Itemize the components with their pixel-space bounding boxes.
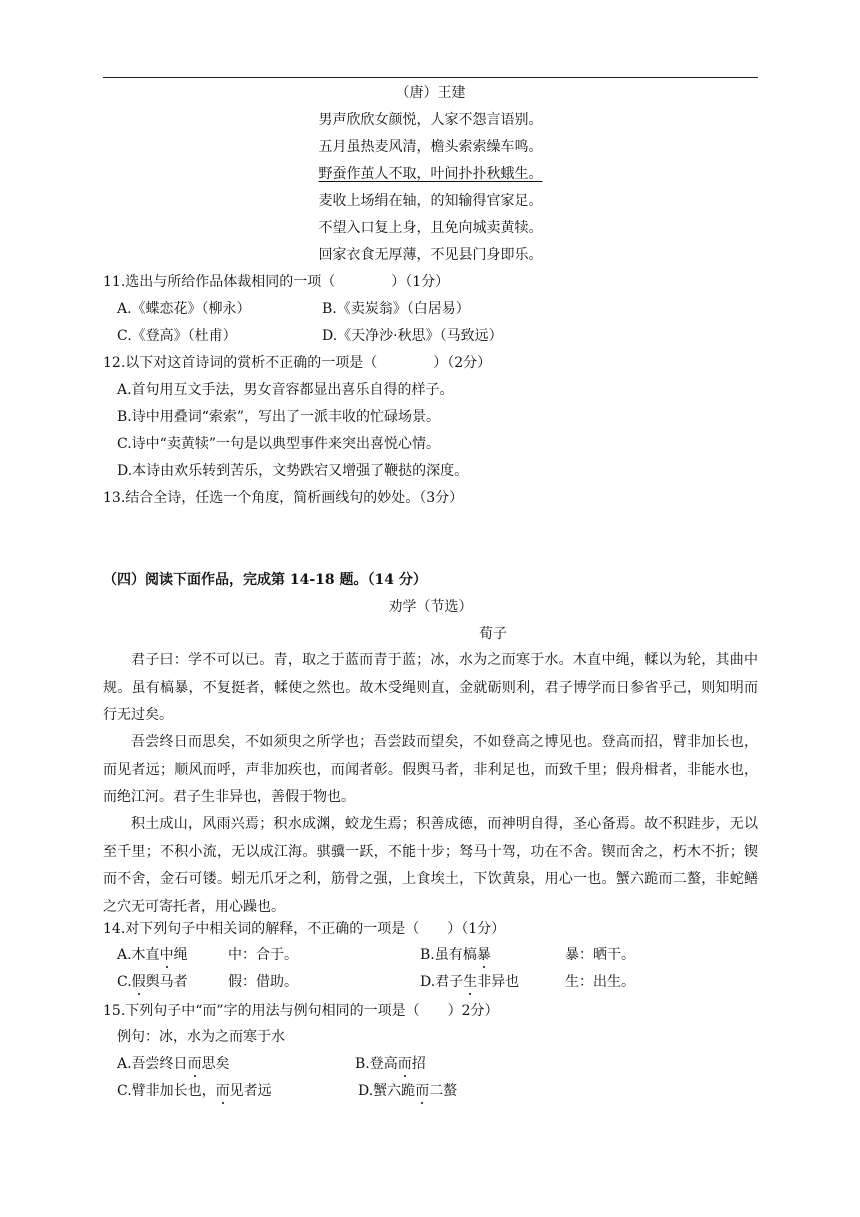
q14-option-a-definition: 中：合于。: [228, 947, 298, 963]
passage-paragraph-2: 吾尝终日而思矣，不如须臾之所学也；吾尝跂而望矣，不如登高之博见也。登高而招，臂非加长也，而见者远；顺风而呼，声非加疾也，而闻者彰。假舆马者，非利足也，而致千里；假舟楫者，非能水也，而绝江河。君子生非异也，善假于物也。: [103, 734, 758, 805]
q12-option-d: D.本诗由欢乐转到苦乐，文势跌宕又增强了鞭挞的深度。: [117, 463, 469, 479]
q15-option-c: C.臂非加长也，而见者远: [117, 1083, 272, 1099]
q15-example: 例句：冰，水为之而寒于水: [117, 1029, 285, 1045]
q12-option-c: C.诗中“卖黄犊”一句是以典型事件来突出喜悦心情。: [117, 436, 440, 452]
header-rule: [103, 77, 758, 78]
poem-line: 五月虽热麦风清，檐头索索缲车鸣。: [318, 139, 543, 155]
q14-option-c: C.假舆马者: [117, 974, 188, 990]
poem-line: 男声欣欣女颜悦，人家不怨言语别。: [318, 112, 543, 128]
passage-paragraph-3: 积土成山，风雨兴焉；积水成渊，蛟龙生焉；积善成德，而神明自得，圣心备焉。故不积跬步，无以至千里；不积小流，无以成江海。骐骥一跃，不能十步；驽马十驾，功在不舍。锲而舍之，朽木不折；锲而不舍，金石可镂。蚓无爪牙之利，筋骨之强，上食埃土，下饮黄泉，用心一也。蟹六跪而二螯，非蛇鳝之穴无可寄托者，用心躁也。: [103, 816, 758, 915]
passage-paragraph-1: 君子曰：学不可以已。青，取之于蓝而青于蓝；冰，水为之而寒于水。木直中绳，輮以为轮，其曲中规。虽有槁暴，不复挺者，輮使之然也。故木受绳则直，金就砺则利，君子博学而日参省乎己，则知明而行无过矣。: [103, 652, 758, 723]
poem-line-underlined: [103, 165, 758, 183]
q15-option-b: B.登高而招: [355, 1056, 426, 1072]
q14-option-b: B.虽有槁暴: [420, 947, 491, 963]
section-heading: （四）阅读下面作品，完成第 14-18 题。（14 分）: [103, 572, 427, 588]
q15-stem: 15.下列句子中“而”字的用法与例句相同的一项是（ ）2分）: [103, 1003, 499, 1019]
q11-stem: 11.选出与所给作品体裁相同的一项（ ）（1分）: [103, 274, 450, 290]
q15-option-d: D.蟹六跪而二螯: [358, 1083, 458, 1099]
poem-author: （唐）王建: [395, 85, 466, 101]
passage-author: 荀子: [479, 626, 507, 642]
poem-line: 不望入口复上身，且免向城卖黄犊。: [318, 220, 543, 236]
q14-stem: 14.对下列句子中相关词的解释，不正确的一项是（ ）（1分）: [103, 921, 506, 937]
q15-option-a: A.吾尝终日而思矣: [117, 1056, 230, 1072]
q14-option-a: A.木直中绳: [117, 947, 188, 963]
q12-option-a: A.首句用互文手法，男女音容都显出喜乐自得的样子。: [117, 382, 454, 398]
poem-line: 麦收上场绢在轴，的知输得官家足。: [318, 193, 543, 209]
q14-option-c-definition: 假：借助。: [228, 974, 298, 990]
q11-option-c: C.《登高》（杜甫）: [117, 328, 237, 344]
q11-option-b: B.《卖炭翁》（白居易）: [322, 301, 470, 317]
q11-option-d: D.《天净沙·秋思》（马致远）: [322, 328, 503, 344]
underlined-verse: 野蚕作茧人不取，叶间扑扑秋蛾生。: [318, 166, 543, 182]
passage-title: 劝学（节选）: [388, 599, 473, 615]
q14-option-d-definition: 生：出生。: [565, 974, 635, 990]
q12-stem: 12.以下对这首诗词的赏析不正确的一项是（ ）（2分）: [103, 355, 492, 371]
q14-option-d: D.君子生非异也: [420, 974, 520, 990]
q14-option-b-definition: 暴：晒干。: [565, 947, 635, 963]
q12-option-b: B.诗中用叠词“索索”，写出了一派丰收的忙碌场景。: [117, 409, 441, 425]
poem-line: 回家衣食无厚薄，不见县门身即乐。: [318, 247, 543, 263]
q11-option-a: A.《蝶恋花》（柳永）: [117, 301, 251, 317]
q13-stem: 13.结合全诗，任选一个角度，简析画线句的妙处。（3分）: [103, 490, 464, 506]
